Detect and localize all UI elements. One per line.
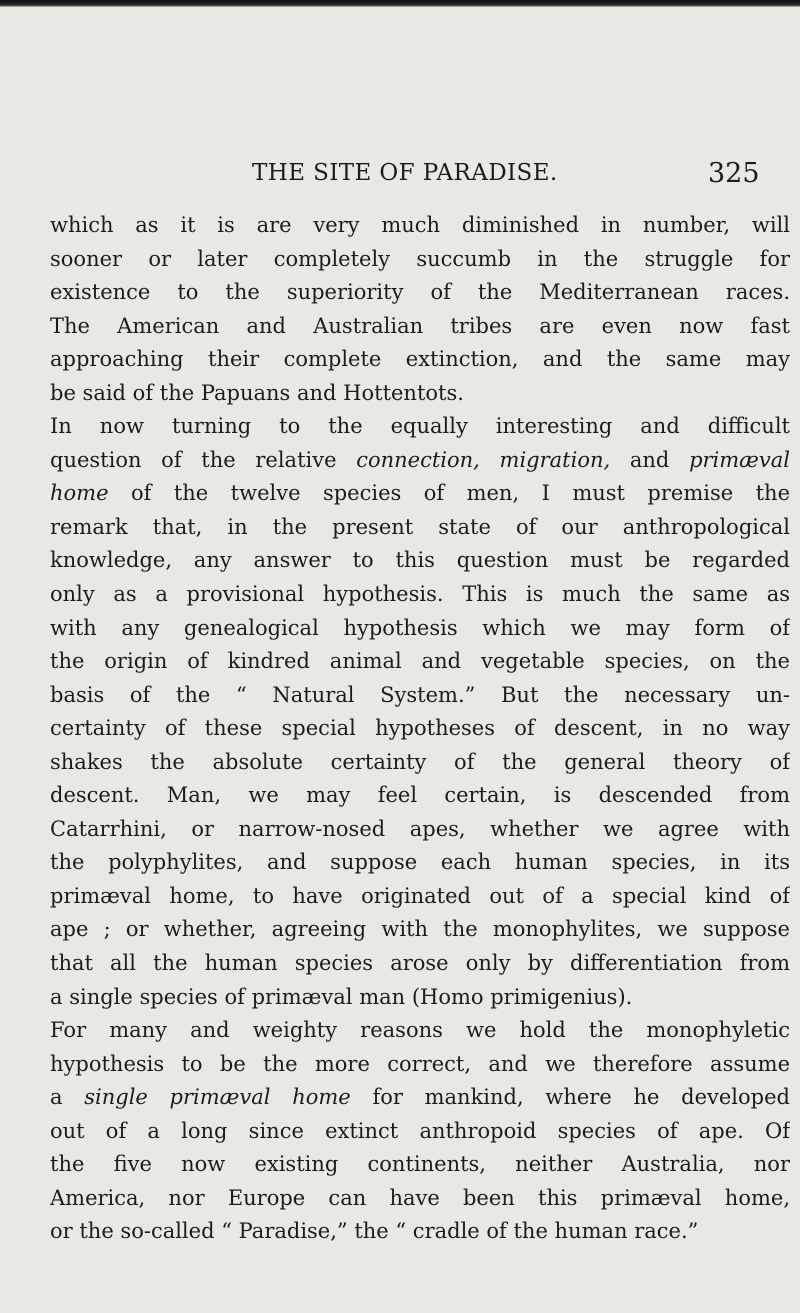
page-number: 325	[708, 158, 760, 189]
text-line: which as it is are very much diminished in number, will	[50, 213, 790, 237]
text-line: a single primæval home for mankind, where he developed	[50, 1085, 790, 1110]
text-line: ape ; or whether, agreeing with the monophylites, we suppose	[50, 917, 790, 942]
text-line: knowledge, any answer to this question must be regarded	[50, 548, 790, 573]
page-top-edge	[0, 0, 800, 7]
paragraph	[50, 1014, 790, 1249]
text-line: certainty of these special hypotheses of descent, in no way	[50, 716, 790, 741]
text-line: a single species of primæval man (Homo primigenius).	[50, 984, 633, 1009]
text-line: basis of the “ Natural System.” But the necessary un-	[50, 682, 790, 707]
text-line: primæval home, to have originated out of a special kind of	[50, 883, 790, 908]
running-title: THE SITE OF PARADISE.	[252, 160, 558, 186]
text-line: hypothesis to be the more correct, and we therefore assume	[50, 1051, 790, 1076]
text-line: the polyphylites, and suppose each human species, in its	[50, 850, 790, 875]
text-line: In now turning to the equally interesting and difficult	[50, 414, 790, 439]
body-text	[50, 209, 790, 1249]
text-line: descent. Man, we may feel certain, is descended from	[50, 783, 790, 808]
text-line: only as a provisional hypothesis. This is much the same as	[50, 582, 790, 607]
text-line: sooner or later completely succumb in the struggle for	[50, 246, 790, 271]
paragraph	[50, 209, 790, 410]
text-line: remark that, in the present state of our anthropological	[50, 514, 790, 539]
text-line: The American and Australian tribes are even now fast	[50, 313, 790, 338]
text-line: shakes the absolute certainty of the general theory of	[50, 749, 790, 774]
text-line: that all the human species arose only by differentiation from	[50, 951, 790, 976]
text-line: out of a long since extinct anthropoid species of ape. Of	[50, 1118, 790, 1143]
page-header	[0, 160, 800, 192]
text-line: For many and weighty reasons we hold the monophyletic	[50, 1018, 790, 1043]
text-line: with any genealogical hypothesis which we may form of	[50, 615, 790, 640]
text-line: existence to the superiority of the Mediterranean races.	[50, 280, 790, 305]
text-line: Catarrhini, or narrow-nosed apes, whether we agree with	[50, 816, 790, 841]
paragraph	[50, 410, 790, 1014]
text-line: approaching their complete extinction, and the same may	[50, 347, 790, 372]
text-line: home of the twelve species of men, I must premise the	[50, 481, 790, 506]
text-line: question of the relative connection, migration, and primæval	[50, 447, 790, 472]
text-line: be said of the Papuans and Hottentots.	[50, 380, 464, 405]
text-line: America, nor Europe can have been this primæval home,	[50, 1185, 790, 1210]
text-line: the five now existing continents, neither Australia, nor	[50, 1152, 790, 1177]
text-line: or the so-called “ Paradise,” the “ cradle of the human race.”	[50, 1219, 699, 1244]
text-line: the origin of kindred animal and vegetable species, on the	[50, 649, 790, 674]
